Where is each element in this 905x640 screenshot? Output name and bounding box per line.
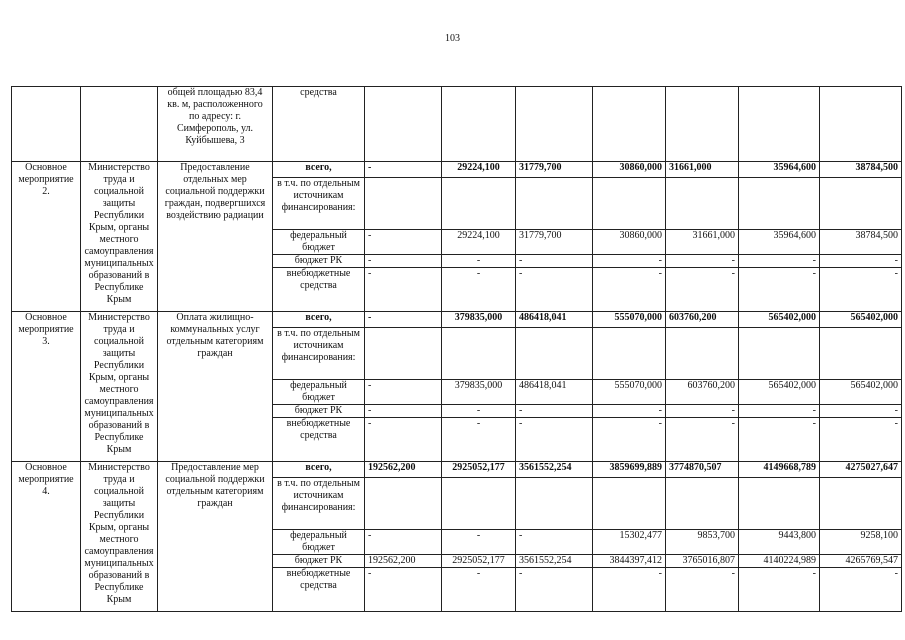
measure-cell: Предоставление мер социальной поддержки отдельным категориям граждан [158, 462, 273, 612]
value-cell: - [516, 418, 593, 462]
value-cell: 35964,600 [739, 162, 820, 178]
value-cell: 2925052,177 [442, 555, 516, 568]
value-cell: - [442, 568, 516, 612]
page-number: 103 [445, 33, 460, 44]
value-cell: - [365, 230, 442, 255]
value-cell: - [739, 418, 820, 462]
row-total [12, 462, 902, 478]
event-cell [12, 87, 81, 162]
value-cell: 3561552,254 [516, 555, 593, 568]
value-cell: - [593, 418, 666, 462]
value-cell: 565402,000 [820, 312, 902, 328]
value-cell: - [666, 255, 739, 268]
value-cell [516, 87, 593, 162]
value-cell: 31661,000 [666, 230, 739, 255]
value-cell [739, 178, 820, 230]
row-total [12, 162, 902, 178]
value-cell: 3561552,254 [516, 462, 593, 478]
value-cell: 9443,800 [739, 530, 820, 555]
value-cell: 3765016,807 [666, 555, 739, 568]
value-cell: 38784,500 [820, 230, 902, 255]
value-cell [820, 178, 902, 230]
value-cell: - [442, 255, 516, 268]
budget-table [11, 86, 902, 612]
value-cell: - [593, 568, 666, 612]
source-cell: бюджет РК [273, 405, 365, 418]
value-cell: - [442, 418, 516, 462]
value-cell [365, 328, 442, 380]
value-cell: - [365, 162, 442, 178]
value-cell [442, 87, 516, 162]
value-cell [442, 478, 516, 530]
value-cell: - [365, 268, 442, 312]
value-cell: 30860,000 [593, 230, 666, 255]
value-cell: - [820, 405, 902, 418]
value-cell: 565402,000 [820, 380, 902, 405]
value-cell: - [739, 568, 820, 612]
value-cell: 15302,477 [593, 530, 666, 555]
continuation-row [12, 87, 902, 162]
value-cell: - [593, 255, 666, 268]
source-cell: бюджет РК [273, 255, 365, 268]
value-cell: 192562,200 [365, 462, 442, 478]
value-cell: - [365, 405, 442, 418]
value-cell: - [365, 418, 442, 462]
source-cell: в т.ч. по отдельным источникам финансирования: [273, 178, 365, 230]
value-cell [365, 478, 442, 530]
value-cell: - [516, 268, 593, 312]
source-cell: федеральный бюджет [273, 530, 365, 555]
source-cell: внебюджетные средства [273, 418, 365, 462]
value-cell: 30860,000 [593, 162, 666, 178]
measure-cell: Предоставление отдельных мер социальной поддержки граждан, подвергшихся воздействию радиации [158, 162, 273, 312]
value-cell [593, 87, 666, 162]
value-cell: - [365, 312, 442, 328]
source-cell: федеральный бюджет [273, 380, 365, 405]
value-cell: 35964,600 [739, 230, 820, 255]
value-cell: - [666, 268, 739, 312]
value-cell: 31779,700 [516, 230, 593, 255]
source-cell: федеральный бюджет [273, 230, 365, 255]
value-cell: - [666, 418, 739, 462]
value-cell [516, 328, 593, 380]
value-cell [666, 178, 739, 230]
value-cell [365, 178, 442, 230]
value-cell: 379835,000 [442, 380, 516, 405]
value-cell [666, 328, 739, 380]
value-cell: 603760,200 [666, 380, 739, 405]
value-cell: - [365, 568, 442, 612]
source-cell: средства [273, 87, 365, 162]
value-cell: - [593, 405, 666, 418]
value-cell: 3774870,507 [666, 462, 739, 478]
value-cell: - [820, 568, 902, 612]
value-cell: 4265769,547 [820, 555, 902, 568]
value-cell [666, 478, 739, 530]
executor-cell: Министерство труда и социальной защиты Республики Крым, органы местного самоуправления муниципальных образований в Республике Крым [81, 312, 158, 462]
value-cell: - [442, 268, 516, 312]
value-cell [820, 478, 902, 530]
value-cell: - [516, 405, 593, 418]
value-cell: - [442, 530, 516, 555]
event-cell: Основное мероприятие 3. [12, 312, 81, 462]
value-cell: 565402,000 [739, 312, 820, 328]
row-total [12, 312, 902, 328]
value-cell: 379835,000 [442, 312, 516, 328]
value-cell [516, 478, 593, 530]
value-cell [666, 87, 739, 162]
value-cell [593, 328, 666, 380]
executor-cell: Министерство труда и социальной защиты Республики Крым, органы местного самоуправления муниципальных образований в Республике Крым [81, 462, 158, 612]
executor-cell [81, 87, 158, 162]
value-cell: 555070,000 [593, 380, 666, 405]
source-cell: всего, [273, 312, 365, 328]
value-cell: - [516, 568, 593, 612]
value-cell: 486418,041 [516, 380, 593, 405]
value-cell: - [666, 568, 739, 612]
source-cell: в т.ч. по отдельным источникам финансирования: [273, 328, 365, 380]
event-cell: Основное мероприятие 2. [12, 162, 81, 312]
value-cell: 603760,200 [666, 312, 739, 328]
value-cell: 565402,000 [739, 380, 820, 405]
value-cell: 31779,700 [516, 162, 593, 178]
value-cell: 38784,500 [820, 162, 902, 178]
value-cell: - [820, 255, 902, 268]
value-cell: 192562,200 [365, 555, 442, 568]
value-cell: - [365, 530, 442, 555]
value-cell: - [820, 418, 902, 462]
value-cell [739, 328, 820, 380]
value-cell [516, 178, 593, 230]
value-cell [442, 178, 516, 230]
source-cell: внебюджетные средства [273, 568, 365, 612]
measure-cell: общей площадью 83,4 кв. м, расположенного по адресу: г. Симферополь, ул. Куйбышева, 3 [158, 87, 273, 162]
value-cell: 3859699,889 [593, 462, 666, 478]
source-cell: в т.ч. по отдельным источникам финансирования: [273, 478, 365, 530]
source-cell: внебюджетные средства [273, 268, 365, 312]
value-cell: 3844397,412 [593, 555, 666, 568]
value-cell: 4140224,989 [739, 555, 820, 568]
source-cell: бюджет РК [273, 555, 365, 568]
value-cell: 9853,700 [666, 530, 739, 555]
value-cell: - [365, 255, 442, 268]
value-cell: 4149668,789 [739, 462, 820, 478]
value-cell: 31661,000 [666, 162, 739, 178]
value-cell: 486418,041 [516, 312, 593, 328]
value-cell: - [516, 255, 593, 268]
value-cell [739, 87, 820, 162]
value-cell: 9258,100 [820, 530, 902, 555]
value-cell: - [516, 530, 593, 555]
value-cell: - [442, 405, 516, 418]
value-cell: 29224,100 [442, 162, 516, 178]
measure-cell: Оплата жилищно-коммунальных услуг отдельным категориям граждан [158, 312, 273, 462]
value-cell: - [739, 405, 820, 418]
value-cell [820, 328, 902, 380]
value-cell: - [739, 255, 820, 268]
value-cell: 555070,000 [593, 312, 666, 328]
value-cell [593, 178, 666, 230]
value-cell: 2925052,177 [442, 462, 516, 478]
value-cell: 4275027,647 [820, 462, 902, 478]
value-cell: 29224,100 [442, 230, 516, 255]
value-cell: - [820, 268, 902, 312]
value-cell: - [365, 380, 442, 405]
value-cell [820, 87, 902, 162]
value-cell: - [739, 268, 820, 312]
source-cell: всего, [273, 462, 365, 478]
event-cell: Основное мероприятие 4. [12, 462, 81, 612]
executor-cell: Министерство труда и социальной защиты Республики Крым, органы местного самоуправления муниципальных образований в Республике Крым [81, 162, 158, 312]
value-cell: - [666, 405, 739, 418]
value-cell [365, 87, 442, 162]
value-cell: - [593, 268, 666, 312]
value-cell [442, 328, 516, 380]
source-cell: всего, [273, 162, 365, 178]
value-cell [739, 478, 820, 530]
value-cell [593, 478, 666, 530]
